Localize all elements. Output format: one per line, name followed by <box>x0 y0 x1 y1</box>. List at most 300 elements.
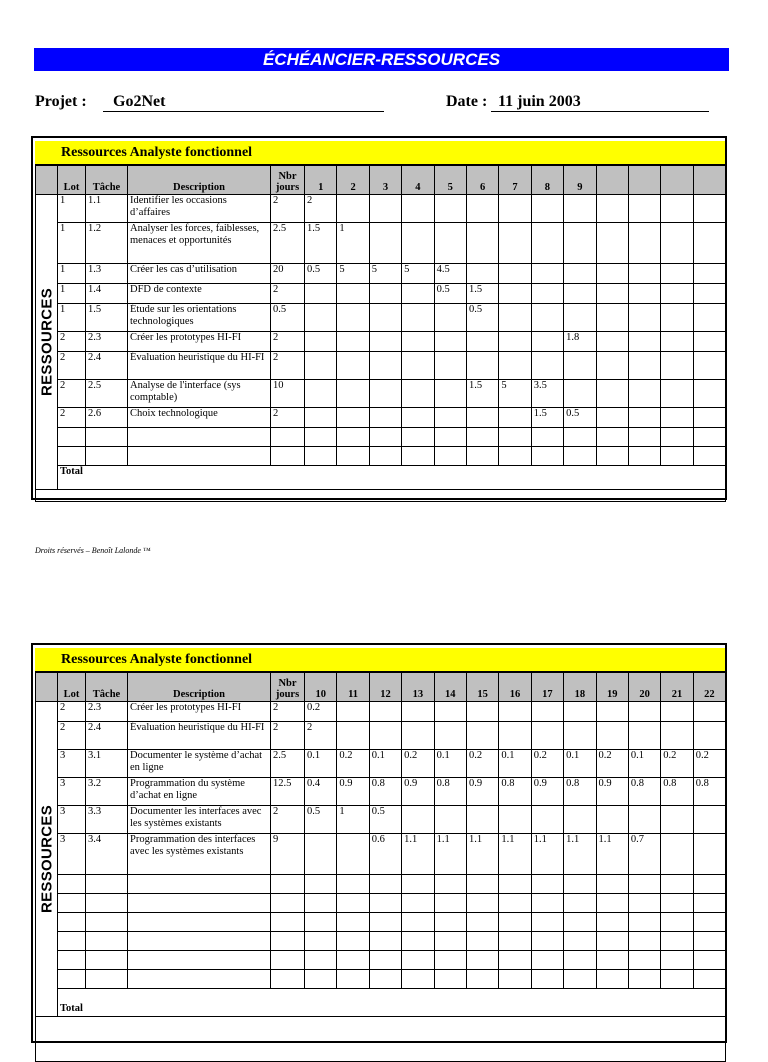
empty-cell <box>271 970 305 989</box>
cell-task: 2.4 <box>86 722 128 750</box>
empty-cell <box>305 894 337 913</box>
cell-task: 2.5 <box>86 380 128 408</box>
cell-value <box>466 332 498 352</box>
cell-value <box>661 806 693 834</box>
cell-value <box>369 284 401 304</box>
empty-cell <box>271 428 305 447</box>
cell-task: 3.3 <box>86 806 128 834</box>
resource-table-1 <box>31 136 727 500</box>
cell-value <box>434 304 466 332</box>
cell-value: 0.5 <box>369 806 401 834</box>
header-period <box>661 166 693 195</box>
empty-cell <box>596 913 628 932</box>
cell-description: Documenter les interfaces avec les systèmes existants <box>128 806 271 834</box>
cell-lot: 2 <box>58 702 86 722</box>
empty-cell <box>693 932 725 951</box>
cell-value: 0.1 <box>369 750 401 778</box>
cell-lot: 3 <box>58 750 86 778</box>
header-description: Description <box>128 673 271 702</box>
empty-cell <box>628 913 660 932</box>
empty-cell <box>466 951 498 970</box>
cell-value <box>596 332 628 352</box>
empty-cell <box>402 932 434 951</box>
cell-value: 0.5 <box>434 284 466 304</box>
cell-lot: 1 <box>58 304 86 332</box>
header-description: Description <box>128 166 271 195</box>
cell-lot: 1 <box>58 195 86 223</box>
header-period: 16 <box>499 673 531 702</box>
empty-cell <box>661 970 693 989</box>
table-row <box>36 702 726 722</box>
header-period: 6 <box>466 166 498 195</box>
empty-cell <box>58 428 86 447</box>
table-row <box>36 223 726 264</box>
cell-days: 2 <box>271 722 305 750</box>
empty-cell <box>305 428 337 447</box>
empty-cell <box>337 428 369 447</box>
cell-value <box>693 304 725 332</box>
empty-cell <box>58 913 86 932</box>
cell-value <box>661 380 693 408</box>
cell-task: 1.2 <box>86 223 128 264</box>
cell-value <box>402 352 434 380</box>
cell-value <box>628 702 660 722</box>
header-task: Tâche <box>86 673 128 702</box>
empty-cell <box>693 970 725 989</box>
empty-cell <box>369 970 401 989</box>
cell-value <box>693 380 725 408</box>
empty-cell <box>596 970 628 989</box>
empty-cell <box>369 428 401 447</box>
empty-cell <box>661 894 693 913</box>
cell-days: 2 <box>271 195 305 223</box>
cell-value: 5 <box>337 264 369 284</box>
empty-cell <box>693 447 725 466</box>
cell-value <box>661 834 693 875</box>
empty-cell <box>564 894 596 913</box>
empty-cell <box>402 447 434 466</box>
cell-value <box>434 806 466 834</box>
cell-value <box>434 722 466 750</box>
cell-value: 0.5 <box>305 806 337 834</box>
cell-description: Documenter le système d’achat en ligne <box>128 750 271 778</box>
cell-value: 1.5 <box>305 223 337 264</box>
cell-value: 0.9 <box>596 778 628 806</box>
empty-cell <box>628 875 660 894</box>
empty-cell <box>337 932 369 951</box>
empty-cell <box>434 447 466 466</box>
cell-task: 2.6 <box>86 408 128 428</box>
cell-value: 0.9 <box>531 778 563 806</box>
empty-cell <box>661 875 693 894</box>
total-label: Total <box>58 466 726 490</box>
cell-value: 2 <box>305 722 337 750</box>
empty-cell <box>305 951 337 970</box>
cell-value <box>466 806 498 834</box>
cell-value <box>305 284 337 304</box>
empty-cell <box>596 447 628 466</box>
cell-value <box>564 806 596 834</box>
empty-cell <box>128 932 271 951</box>
cell-days: 2 <box>271 408 305 428</box>
cell-value <box>693 223 725 264</box>
cell-value <box>499 806 531 834</box>
empty-cell <box>596 894 628 913</box>
cell-value <box>402 223 434 264</box>
cell-value: 1.1 <box>564 834 596 875</box>
empty-cell <box>531 932 563 951</box>
empty-cell <box>305 447 337 466</box>
cell-value <box>693 284 725 304</box>
header-period: 21 <box>661 673 693 702</box>
cell-value: 3.5 <box>531 380 563 408</box>
empty-cell <box>531 447 563 466</box>
cell-task: 1.5 <box>86 304 128 332</box>
cell-value <box>628 304 660 332</box>
cell-days: 12.5 <box>271 778 305 806</box>
empty-cell <box>86 428 128 447</box>
empty-cell <box>402 894 434 913</box>
table-row <box>36 806 726 834</box>
cell-value <box>499 195 531 223</box>
empty-cell <box>628 951 660 970</box>
side-label: RESSOURCES <box>37 287 55 397</box>
page-title: ÉCHÉANCIER-RESSOURCES <box>34 48 729 71</box>
empty-cell <box>564 951 596 970</box>
cell-value <box>531 702 563 722</box>
cell-value <box>369 408 401 428</box>
cell-value: 1.5 <box>466 284 498 304</box>
cell-value <box>596 408 628 428</box>
copyright-notice: Droits réservés – Benoît Lalonde ™ <box>35 546 151 555</box>
empty-cell <box>596 875 628 894</box>
empty-cell <box>661 932 693 951</box>
header-period: 22 <box>693 673 725 702</box>
table-row <box>36 834 726 875</box>
cell-value <box>369 722 401 750</box>
total-row <box>36 989 726 1017</box>
empty-row <box>36 428 726 447</box>
cell-value <box>337 304 369 332</box>
empty-cell <box>369 951 401 970</box>
table-row <box>36 264 726 284</box>
empty-cell <box>628 970 660 989</box>
empty-cell <box>564 428 596 447</box>
empty-cell <box>661 951 693 970</box>
empty-cell <box>661 428 693 447</box>
cell-task: 3.2 <box>86 778 128 806</box>
cell-description: Identifier les occasions d’affaires <box>128 195 271 223</box>
cell-value <box>369 195 401 223</box>
empty-cell <box>271 951 305 970</box>
corner-cell <box>36 166 58 195</box>
cell-value <box>466 264 498 284</box>
cell-lot: 2 <box>58 352 86 380</box>
header-period: 12 <box>369 673 401 702</box>
header-period: 3 <box>369 166 401 195</box>
cell-task: 3.1 <box>86 750 128 778</box>
empty-cell <box>402 428 434 447</box>
empty-cell <box>693 875 725 894</box>
cell-value: 1.5 <box>466 380 498 408</box>
section-title: Ressources Analyste fonctionnel <box>35 648 725 672</box>
cell-value <box>596 806 628 834</box>
cell-days: 2 <box>271 806 305 834</box>
cell-value <box>596 195 628 223</box>
empty-cell <box>58 951 86 970</box>
empty-row <box>36 913 726 932</box>
cell-days: 20 <box>271 264 305 284</box>
cell-value <box>402 380 434 408</box>
cell-value <box>628 332 660 352</box>
cell-value: 0.9 <box>337 778 369 806</box>
cell-value <box>693 408 725 428</box>
cell-value <box>402 722 434 750</box>
cell-value: 0.5 <box>305 264 337 284</box>
cell-value <box>369 304 401 332</box>
table-row <box>36 284 726 304</box>
cell-value <box>337 284 369 304</box>
cell-value <box>466 352 498 380</box>
cell-value: 0.1 <box>305 750 337 778</box>
header-period: 1 <box>305 166 337 195</box>
empty-cell <box>434 970 466 989</box>
empty-cell <box>271 932 305 951</box>
cell-lot: 2 <box>58 722 86 750</box>
empty-cell <box>86 913 128 932</box>
empty-cell <box>305 970 337 989</box>
cell-value <box>531 195 563 223</box>
table-row <box>36 750 726 778</box>
cell-value: 0.2 <box>596 750 628 778</box>
side-label-cell <box>36 702 58 1017</box>
empty-cell <box>531 894 563 913</box>
cell-value: 5 <box>402 264 434 284</box>
empty-row <box>36 894 726 913</box>
cell-value <box>499 284 531 304</box>
cell-value <box>531 223 563 264</box>
footer-cell <box>36 1017 726 1062</box>
cell-value <box>564 264 596 284</box>
cell-description: Évaluation heuristique du HI-FI <box>128 352 271 380</box>
cell-description: Créer les cas d’utilisation <box>128 264 271 284</box>
empty-cell <box>337 970 369 989</box>
cell-value: 1.1 <box>466 834 498 875</box>
cell-value <box>564 380 596 408</box>
cell-value <box>661 223 693 264</box>
empty-cell <box>661 913 693 932</box>
cell-value <box>693 834 725 875</box>
empty-cell <box>128 970 271 989</box>
cell-value: 0.8 <box>628 778 660 806</box>
empty-cell <box>271 875 305 894</box>
cell-value: 0.8 <box>499 778 531 806</box>
cell-value: 0.8 <box>661 778 693 806</box>
cell-value <box>596 223 628 264</box>
cell-value: 0.2 <box>337 750 369 778</box>
cell-value: 0.9 <box>466 778 498 806</box>
cell-value <box>305 380 337 408</box>
empty-cell <box>531 951 563 970</box>
cell-value: 4.5 <box>434 264 466 284</box>
cell-value <box>661 352 693 380</box>
empty-cell <box>434 428 466 447</box>
cell-value: 0.1 <box>628 750 660 778</box>
cell-value <box>499 332 531 352</box>
cell-value: 0.8 <box>564 778 596 806</box>
empty-cell <box>305 913 337 932</box>
empty-cell <box>369 913 401 932</box>
empty-cell <box>466 428 498 447</box>
empty-row <box>36 875 726 894</box>
cell-value: 0.2 <box>402 750 434 778</box>
header-period <box>628 166 660 195</box>
empty-cell <box>434 932 466 951</box>
cell-value <box>628 408 660 428</box>
cell-value: 0.1 <box>499 750 531 778</box>
cell-days: 2 <box>271 284 305 304</box>
empty-row <box>36 970 726 989</box>
cell-value <box>434 223 466 264</box>
cell-lot: 1 <box>58 223 86 264</box>
cell-value <box>499 223 531 264</box>
empty-cell <box>128 913 271 932</box>
cell-value <box>596 722 628 750</box>
cell-value <box>531 284 563 304</box>
cell-value <box>499 264 531 284</box>
cell-value <box>628 352 660 380</box>
cell-description: DFD de contexte <box>128 284 271 304</box>
empty-cell <box>402 875 434 894</box>
table-row <box>36 352 726 380</box>
cell-value: 0.2 <box>305 702 337 722</box>
cell-value: 5 <box>499 380 531 408</box>
cell-value: 5 <box>369 264 401 284</box>
table-row <box>36 304 726 332</box>
header-days: Nbr jours <box>271 166 305 195</box>
empty-cell <box>86 875 128 894</box>
cell-description: Analyse de l'interface (sys comptable) <box>128 380 271 408</box>
cell-value: 2 <box>305 195 337 223</box>
cell-value <box>693 722 725 750</box>
cell-task: 1.4 <box>86 284 128 304</box>
cell-value <box>305 834 337 875</box>
header-period: 2 <box>337 166 369 195</box>
header-row <box>36 166 726 195</box>
total-label: Total <box>58 989 726 1017</box>
cell-value <box>305 408 337 428</box>
cell-task: 3.4 <box>86 834 128 875</box>
empty-cell <box>402 913 434 932</box>
header-task: Tâche <box>86 166 128 195</box>
empty-cell <box>628 428 660 447</box>
cell-value <box>661 722 693 750</box>
cell-value <box>693 352 725 380</box>
empty-cell <box>531 913 563 932</box>
empty-cell <box>271 894 305 913</box>
header-period: 7 <box>499 166 531 195</box>
cell-value <box>693 702 725 722</box>
empty-cell <box>499 932 531 951</box>
cell-value: 0.5 <box>564 408 596 428</box>
cell-task: 2.3 <box>86 332 128 352</box>
cell-value <box>564 284 596 304</box>
empty-cell <box>661 447 693 466</box>
empty-cell <box>531 970 563 989</box>
cell-days: 10 <box>271 380 305 408</box>
cell-task: 1.1 <box>86 195 128 223</box>
header-lot: Lot <box>58 673 86 702</box>
cell-value <box>466 702 498 722</box>
empty-cell <box>369 875 401 894</box>
cell-value: 0.8 <box>369 778 401 806</box>
empty-cell <box>564 875 596 894</box>
cell-value: 0.2 <box>531 750 563 778</box>
cell-value <box>596 702 628 722</box>
cell-task: 2.4 <box>86 352 128 380</box>
header-days: Nbr jours <box>271 673 305 702</box>
cell-value <box>337 702 369 722</box>
cell-value: 1.1 <box>402 834 434 875</box>
date-value: 11 juin 2003 <box>491 93 709 112</box>
empty-cell <box>305 932 337 951</box>
cell-value <box>596 380 628 408</box>
empty-cell <box>369 932 401 951</box>
cell-lot: 1 <box>58 264 86 284</box>
empty-cell <box>693 913 725 932</box>
cell-value <box>466 223 498 264</box>
empty-cell <box>86 447 128 466</box>
header-period: 19 <box>596 673 628 702</box>
empty-cell <box>466 447 498 466</box>
cell-value <box>628 722 660 750</box>
empty-row <box>36 951 726 970</box>
cell-value <box>564 195 596 223</box>
header-period: 14 <box>434 673 466 702</box>
cell-value <box>531 264 563 284</box>
schedule-grid <box>35 165 726 502</box>
cell-value: 0.8 <box>434 778 466 806</box>
cell-value <box>596 352 628 380</box>
cell-value <box>369 352 401 380</box>
cell-value <box>564 304 596 332</box>
cell-value <box>337 722 369 750</box>
cell-value <box>661 195 693 223</box>
cell-value <box>596 284 628 304</box>
cell-value <box>628 806 660 834</box>
empty-cell <box>402 951 434 970</box>
header-period: 8 <box>531 166 563 195</box>
empty-row <box>36 447 726 466</box>
corner-cell <box>36 673 58 702</box>
cell-value <box>466 195 498 223</box>
empty-row <box>36 932 726 951</box>
empty-cell <box>271 913 305 932</box>
header-period: 10 <box>305 673 337 702</box>
cell-value <box>693 806 725 834</box>
cell-value <box>531 806 563 834</box>
cell-value <box>499 722 531 750</box>
cell-description: Évaluation heuristique du HI-FI <box>128 722 271 750</box>
side-label: RESSOURCES <box>37 804 55 914</box>
empty-cell <box>499 913 531 932</box>
empty-cell <box>434 894 466 913</box>
empty-cell <box>337 951 369 970</box>
empty-cell <box>628 447 660 466</box>
cell-value: 0.8 <box>693 778 725 806</box>
empty-cell <box>128 447 271 466</box>
cell-description: Programmation des interfaces avec les systèmes existants <box>128 834 271 875</box>
